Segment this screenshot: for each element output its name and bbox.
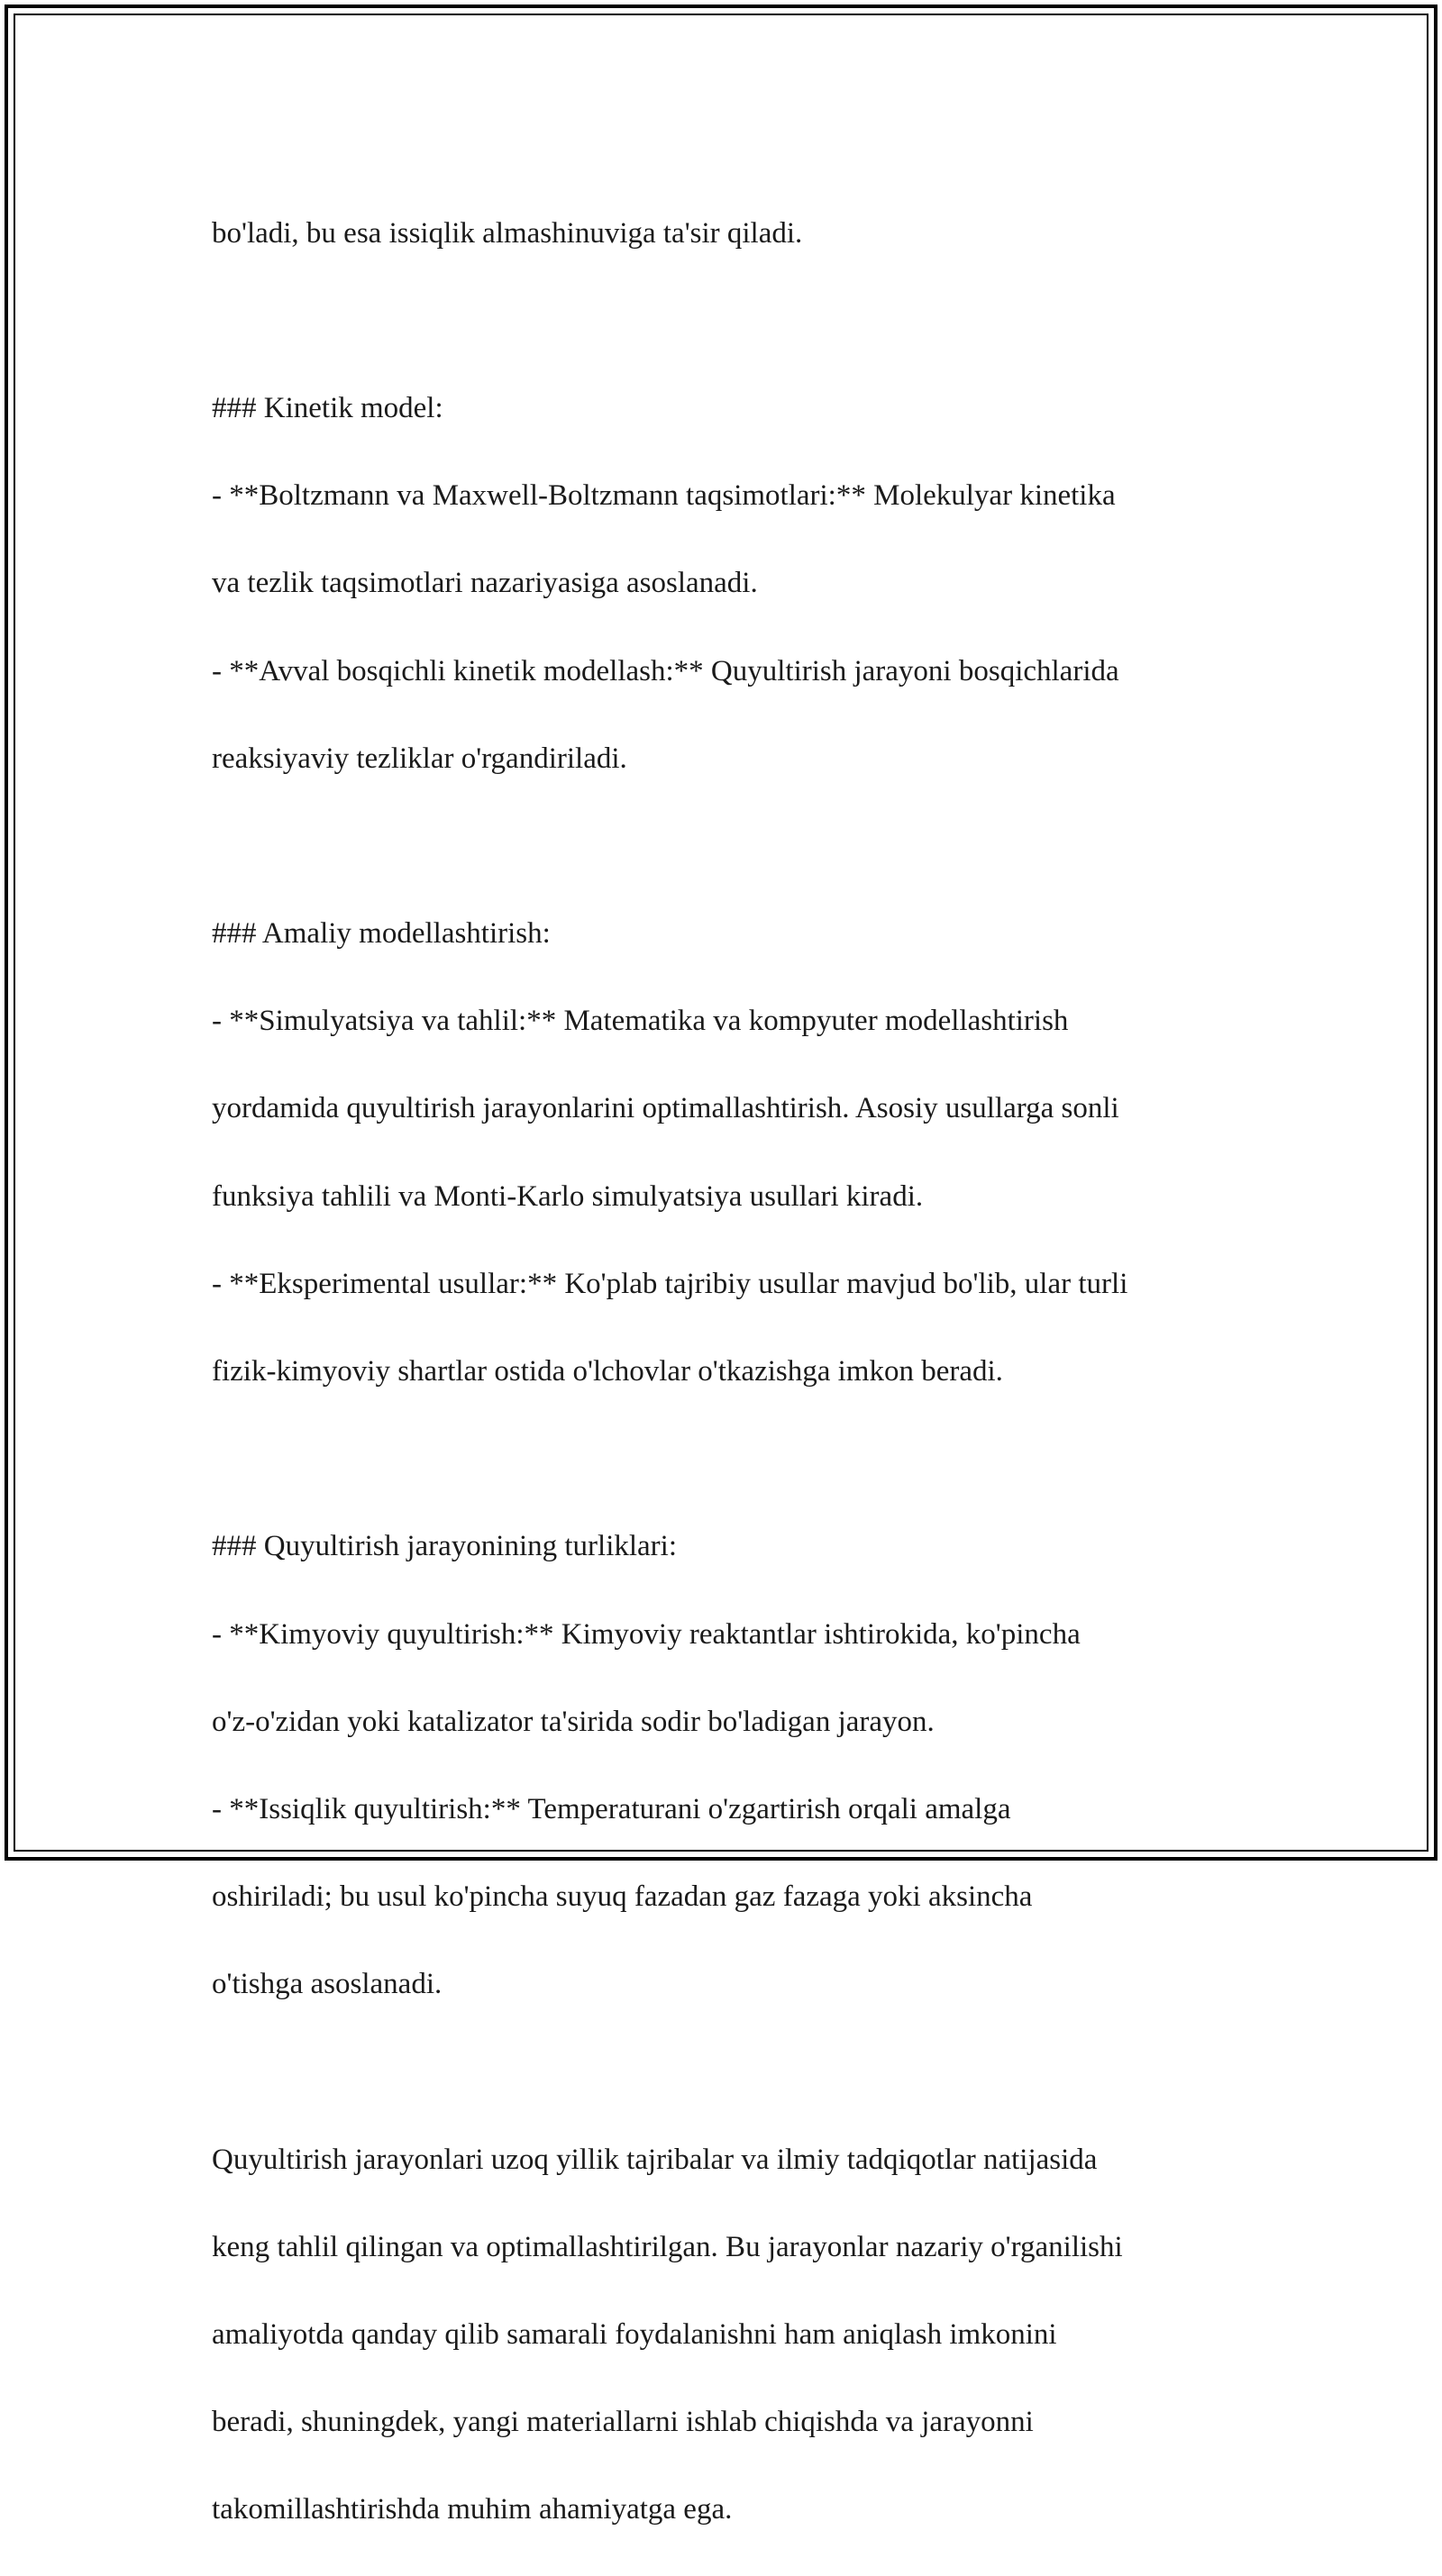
- text-line: beradi, shuningdek, yangi materiallarni ishlab chiqishda va jarayonni: [212, 2406, 1034, 2439]
- text-line: takomillashtirishda muhim ahamiyatga ega.: [212, 2493, 733, 2526]
- text-line: reaksiyaviy tezliklar o'rgandiriladi.: [212, 742, 627, 775]
- text-line: - **Simulyatsiya va tahlil:** Matematika va kompyuter modellashtirish: [212, 1005, 1069, 1038]
- text-line: o'z-o'zidan yoki katalizator ta'sirida sodir bo'ladigan jarayon.: [212, 1705, 935, 1738]
- blank-line: [212, 1437, 1248, 1481]
- blank-line: [212, 824, 1248, 869]
- blank-line: [212, 2051, 1248, 2095]
- section-heading-quyultirish-turliklari: ### Quyultirish jarayonining turliklari:: [212, 1530, 678, 1563]
- section-heading-kinetik-model: ### Kinetik model:: [212, 391, 443, 424]
- text-line: - **Eksperimental usullar:** Ko'plab tajribiy usullar mavjud bo'lib, ular turli: [212, 1267, 1128, 1300]
- text-line: funksiya tahlili va Monti-Karlo simulyatsiya usullari kiradi.: [212, 1179, 924, 1213]
- text-line: - **Issiqlik quyultirish:** Temperaturani o'zgartirish orqali amalga: [212, 1792, 1011, 1825]
- text-line: yordamida quyultirish jarayonlarini optimallashtirish. Asosiy usullarga sonli: [212, 1092, 1119, 1125]
- text-line: fizik-kimyoviy shartlar ostida o'lchovlar o'tkazishga imkon beradi.: [212, 1355, 1003, 1388]
- text-line: Quyultirish jarayonlari uzoq yillik tajribalar va ilmiy tadqiqotlar natijasida: [212, 2143, 1098, 2176]
- text-line: o'tishga asoslanadi.: [212, 1968, 443, 2001]
- text-line: - **Kimyoviy quyultirish:** Kimyoviy reaktantlar ishtirokida, ko'pincha: [212, 1617, 1081, 1651]
- section-heading-amaliy-modellashtirish: ### Amaliy modellashtirish:: [212, 917, 551, 951]
- text-line: - **Avval bosqichli kinetik modellash:** Quyultirish jarayoni bosqichlarida: [212, 654, 1119, 687]
- text-line: bo'ladi, bu esa issiqlik almashinuviga ta'sir qiladi.: [212, 216, 803, 250]
- text-line: va tezlik taqsimotlari nazariyasiga asoslanadi.: [212, 567, 758, 600]
- text-line: keng tahlil qilingan va optimallashtirilgan. Bu jarayonlar nazariy o'rganilishi: [212, 2230, 1123, 2263]
- text-line: amaliyotda qanday qilib samarali foydalanishni ham aniqlash imkonini: [212, 2318, 1057, 2352]
- text-line: - **Boltzmann va Maxwell-Boltzmann taqsimotlari:** Molekulyar kinetika: [212, 479, 1116, 513]
- text-line: oshiriladi; bu usul ko'pincha suyuq fazadan gaz fazaga yoki aksincha: [212, 1880, 1033, 1914]
- blank-line: [212, 299, 1248, 343]
- document-body: [212, 168, 1248, 2576]
